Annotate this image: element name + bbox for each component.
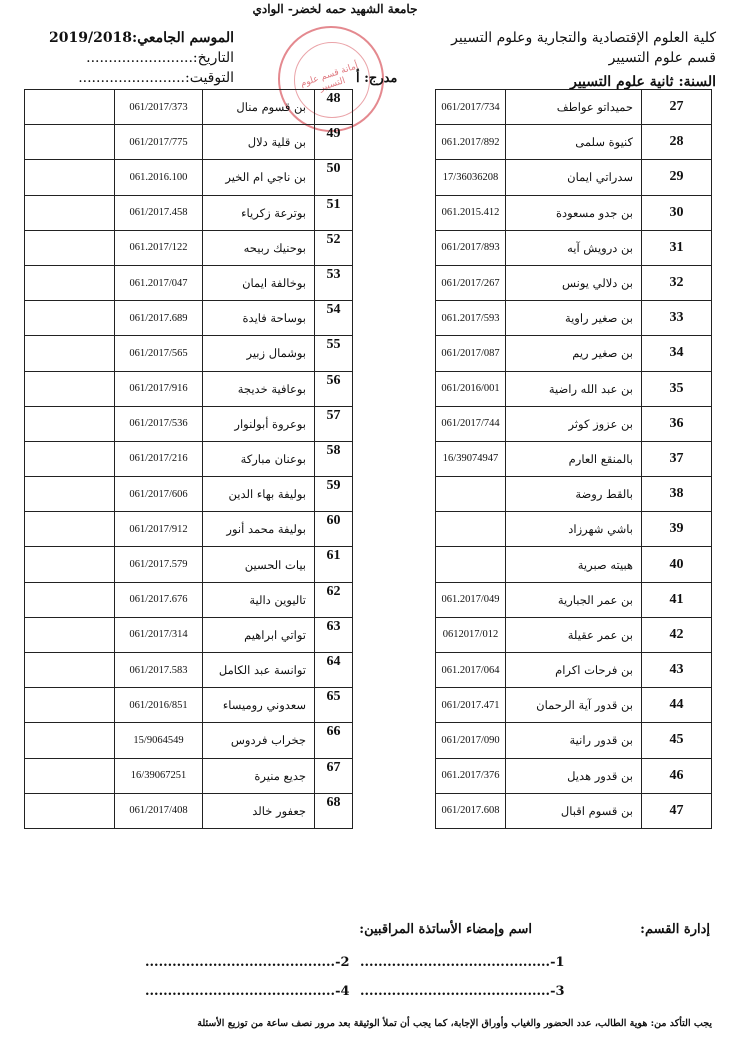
row-number: 43 [642,653,712,688]
table-row [25,195,353,230]
row-number: 39 [642,512,712,547]
student-name: بن قلية دلال [203,125,315,160]
table-row [436,582,712,617]
row-number: 66 [315,723,353,758]
header-right [396,28,716,92]
student-id: 061.2017/122 [115,230,203,265]
student-id: 061/2017/267 [436,265,506,300]
table-row [25,477,353,512]
student-name: بالمنقع العارم [506,441,642,476]
signature-cell [25,582,115,617]
student-name: بن عمر عقيلة [506,617,642,652]
signature-cell [25,617,115,652]
student-id: 061/2017/775 [115,125,203,160]
row-number: 58 [315,441,353,476]
table-row [436,301,712,336]
student-name: بن قسوم منال [203,90,315,125]
signature-cell [25,793,115,828]
student-name: بوحنيك ربيحه [203,230,315,265]
table-row [436,723,712,758]
student-name: بن صغير راوية [506,301,642,336]
student-id: 061/2017/408 [115,793,203,828]
student-id [436,512,506,547]
student-id: 061/2017/893 [436,230,506,265]
row-number: 41 [642,582,712,617]
student-id: 061.2017/376 [436,758,506,793]
table-row [25,688,353,723]
signature-cell [25,195,115,230]
table-row [436,336,712,371]
student-id: 061/2017/087 [436,336,506,371]
student-name: بن قدور رانية [506,723,642,758]
table-row [25,582,353,617]
student-id: 061/2017.583 [115,653,203,688]
table-row [436,653,712,688]
row-number: 46 [642,758,712,793]
student-id: 061/2017.676 [115,582,203,617]
table-row [25,547,353,582]
student-id: 061/2017/090 [436,723,506,758]
signature-line-4: 4-.......................................... [145,984,350,999]
student-id: 061/2016/851 [115,688,203,723]
row-number: 59 [315,477,353,512]
table-row [436,265,712,300]
table-row [436,477,712,512]
table-row [25,90,353,125]
student-name: بن جدو مسعودة [506,195,642,230]
signature-cell [25,441,115,476]
signature-cell [25,230,115,265]
row-number: 65 [315,688,353,723]
student-name: بوساحة فايدة [203,301,315,336]
signature-cell [25,723,115,758]
student-id: 061/2017/734 [436,90,506,125]
signature-cell [25,653,115,688]
department-admin-label: إدارة القسم: [640,922,710,937]
signature-cell [25,758,115,793]
student-name: بالقط روضة [506,477,642,512]
table-row [436,441,712,476]
table-row [25,371,353,406]
table-row [25,160,353,195]
signature-cell [25,336,115,371]
department-name: قسم علوم التسيير [608,50,716,66]
row-number: 33 [642,301,712,336]
student-id: 061.2017/593 [436,301,506,336]
row-number: 49 [315,125,353,160]
table-row [436,688,712,723]
signature-cell [25,265,115,300]
student-name: بن درويش آيه [506,230,642,265]
table-row [436,406,712,441]
row-number: 42 [642,617,712,652]
academic-season: الموسم الجامعي:2019/2018 [49,30,234,46]
student-id: 061.2017/892 [436,125,506,160]
signature-cell [25,301,115,336]
student-name: تواتي ابراهيم [203,617,315,652]
stamp-text: أمانة قسم علوم التسيير [299,61,360,94]
table-row [436,195,712,230]
row-number: 56 [315,371,353,406]
table-row [25,441,353,476]
row-number: 27 [642,90,712,125]
signature-cell [25,477,115,512]
student-name: كنيوة سلمى [506,125,642,160]
university-name: جامعة الشهيد حمه لخضر- الوادي [252,2,418,16]
table-row [25,301,353,336]
table-row [436,230,712,265]
student-id: 061/2017/536 [115,406,203,441]
table-row [436,125,712,160]
student-id: 0612017/012 [436,617,506,652]
signature-line-1: 1-.......................................... [360,955,565,970]
table-row [436,512,712,547]
student-name: تاليوين دالية [203,582,315,617]
row-number: 40 [642,547,712,582]
row-number: 55 [315,336,353,371]
student-id: 061/2017/916 [115,371,203,406]
student-id: 061/2017.471 [436,688,506,723]
student-name: بوليفة بهاء الدين [203,477,315,512]
verification-note: يجب التأكد من: هوية الطالب، عدد الحضور والغياب وأوراق الإجابة، كما يجب أن تملأ الوثيقة بعد مرور نصف ساعة من توزيع الأسئلة [197,1018,712,1029]
table-row [25,723,353,758]
student-name: بن فرحات اكرام [506,653,642,688]
student-name: جديع منيرة [203,758,315,793]
row-number: 53 [315,265,353,300]
student-name: بن عبد الله راضية [506,371,642,406]
student-id: 061.2017/047 [115,265,203,300]
student-name: هبيته صبرية [506,547,642,582]
table-row [25,265,353,300]
row-number: 50 [315,160,353,195]
student-name: بوعافية خديجة [203,371,315,406]
student-name: بوشمال زبير [203,336,315,371]
attendance-table-right [435,89,712,829]
student-id: 17/36036208 [436,160,506,195]
table-row [25,653,353,688]
row-number: 51 [315,195,353,230]
table-row [25,793,353,828]
student-id: 061/2017/216 [115,441,203,476]
student-id: 061/2017.689 [115,301,203,336]
student-name: بن قسوم اقبال [506,793,642,828]
student-name: جعفور خالد [203,793,315,828]
row-number: 36 [642,406,712,441]
row-number: 48 [315,90,353,125]
row-number: 31 [642,230,712,265]
row-number: 68 [315,793,353,828]
row-number: 61 [315,547,353,582]
table-row [25,125,353,160]
student-id: 061/2017.608 [436,793,506,828]
row-number: 47 [642,793,712,828]
student-id: 061.2017/049 [436,582,506,617]
time-field: التوقيت:........................ [78,70,234,86]
student-name: حميداتو عواطف [506,90,642,125]
table-row [25,336,353,371]
student-name: بوترعة زكرياء [203,195,315,230]
row-number: 60 [315,512,353,547]
signature-line-2: 2-.......................................... [145,955,350,970]
student-id [436,477,506,512]
row-number: 54 [315,301,353,336]
student-name: بوليفة محمد أنور [203,512,315,547]
student-name: بوخالفة ايمان [203,265,315,300]
row-number: 63 [315,617,353,652]
student-id: 061/2017/606 [115,477,203,512]
table-row [436,160,712,195]
row-number: 32 [642,265,712,300]
student-name: بن عزوز كوثر [506,406,642,441]
row-number: 57 [315,406,353,441]
student-id: 16/39074947 [436,441,506,476]
table-row [436,758,712,793]
hall-label: مدرج: أ [356,71,398,86]
row-number: 64 [315,653,353,688]
row-number: 44 [642,688,712,723]
signature-cell [25,371,115,406]
student-name: بيات الحسين [203,547,315,582]
signature-cell [25,406,115,441]
table-row [436,793,712,828]
student-id: 061/2017/744 [436,406,506,441]
student-name: بوعنان مباركة [203,441,315,476]
signature-cell [25,160,115,195]
row-number: 29 [642,160,712,195]
student-name: بن قدور هديل [506,758,642,793]
row-number: 35 [642,371,712,406]
table-row [25,406,353,441]
signature-cell [25,90,115,125]
table-row [25,758,353,793]
student-name: بن قدور آية الرحمان [506,688,642,723]
row-number: 30 [642,195,712,230]
student-id: 15/9064549 [115,723,203,758]
table-row [436,547,712,582]
student-id: 061/2017/314 [115,617,203,652]
proctors-label: اسم وإمضاء الأساتذة المراقبين: [359,922,532,937]
row-number: 62 [315,582,353,617]
student-id [436,547,506,582]
table-row [25,512,353,547]
signature-cell [25,688,115,723]
student-name: بن دلالي يونس [506,265,642,300]
student-id: 16/39067251 [115,758,203,793]
student-id: 061/2017.458 [115,195,203,230]
student-id: 061.2015.412 [436,195,506,230]
row-number: 67 [315,758,353,793]
signature-cell [25,547,115,582]
row-number: 28 [642,125,712,160]
table-row [436,90,712,125]
signature-line-3: 3-.......................................... [360,984,565,999]
student-id: 061/2017/373 [115,90,203,125]
student-id: 061.2017/064 [436,653,506,688]
student-name: سدراتي ايمان [506,160,642,195]
table-row [25,617,353,652]
row-number: 34 [642,336,712,371]
student-name: توانسة عبد الكامل [203,653,315,688]
student-id: 061/2017/912 [115,512,203,547]
table-row [436,371,712,406]
header-left [44,28,234,88]
student-id: 061/2017.579 [115,547,203,582]
row-number: 45 [642,723,712,758]
signature-cell [25,125,115,160]
year-label: السنة: ثانية علوم التسيير [570,74,716,90]
faculty-name: كلية العلوم الإقتصادية والتجارية وعلوم التسيير [451,30,716,46]
student-name: بن صغير ريم [506,336,642,371]
student-name: بوعروة أبولنوار [203,406,315,441]
row-number: 38 [642,477,712,512]
date-field: التاريخ:........................ [86,50,234,66]
student-id: 061/2017/565 [115,336,203,371]
student-name: بن عمر الجبارية [506,582,642,617]
signature-cell [25,512,115,547]
row-number: 52 [315,230,353,265]
attendance-table-left [24,89,353,829]
row-number: 37 [642,441,712,476]
student-id: 061.2016.100 [115,160,203,195]
student-name: سعدوني روميساء [203,688,315,723]
student-name: باشي شهرزاد [506,512,642,547]
student-name: جخراب فردوس [203,723,315,758]
table-row [436,617,712,652]
table-row [25,230,353,265]
student-id: 061/2016/001 [436,371,506,406]
student-name: بن ناجي ام الخير [203,160,315,195]
